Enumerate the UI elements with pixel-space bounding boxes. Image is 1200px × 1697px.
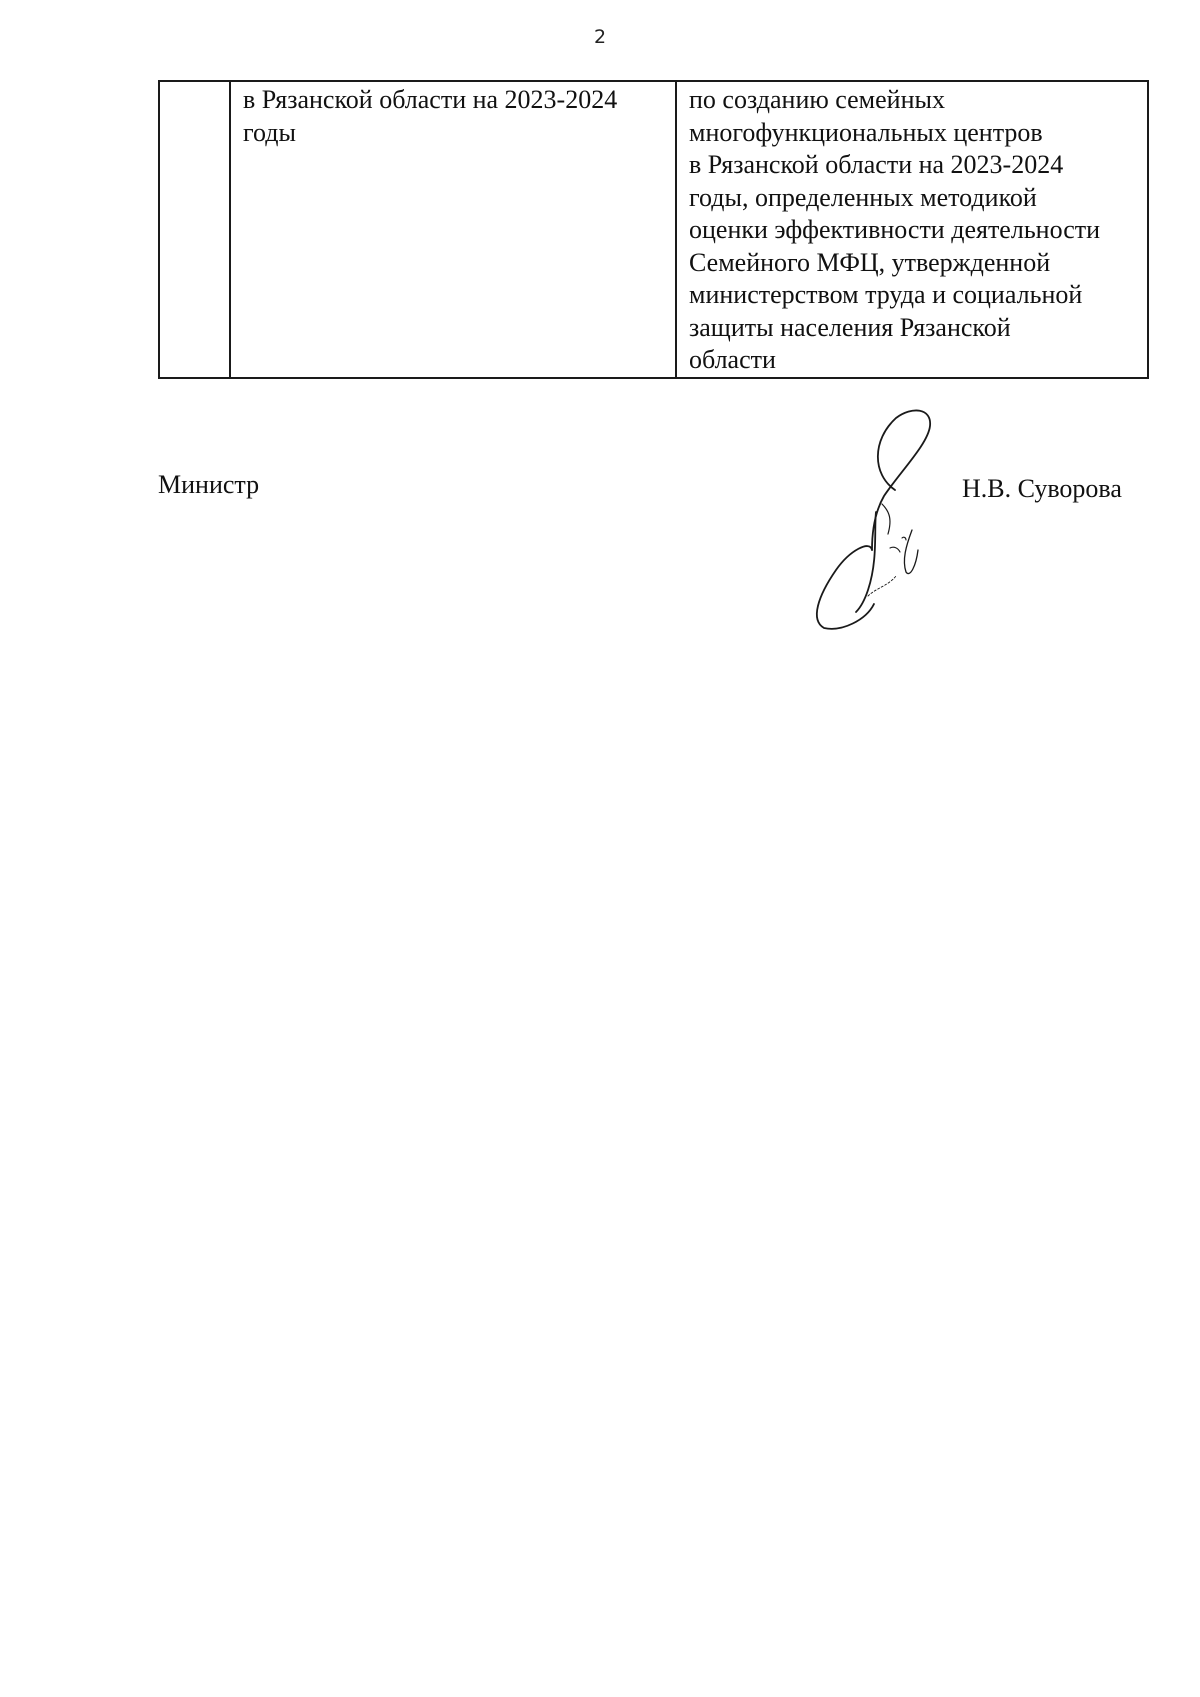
row-description-line: области — [689, 345, 776, 374]
row-description-line: министерством труда и социальной — [689, 280, 1083, 309]
row-name-line: в Рязанской области на 2023-2024 — [243, 85, 618, 114]
row-description-line: по созданию семейных — [689, 85, 945, 114]
signatory-title: Министр — [158, 470, 260, 499]
data-table — [158, 80, 1149, 379]
page-number: 2 — [593, 26, 607, 48]
handwritten-signature-icon — [780, 400, 980, 640]
row-description-line: многофункциональных центров — [689, 117, 1043, 147]
row-description-line: защиты населения Рязанской — [689, 312, 1011, 342]
row-description-line: в Рязанской области на 2023-2024 — [689, 150, 1064, 179]
table-row — [159, 81, 1148, 378]
row-description-line: годы, определенных методикой — [689, 182, 1037, 212]
row-name-line: годы — [243, 117, 296, 147]
row-description-line: оценки эффективности деятельности — [689, 215, 1101, 244]
signatory-name: Н.В. Суворова — [962, 474, 1122, 503]
row-description-cell — [676, 81, 1148, 378]
row-number-cell — [159, 81, 230, 378]
row-name-cell — [230, 81, 676, 378]
row-description-line: Семейного МФЦ, утвержденной — [689, 247, 1051, 277]
